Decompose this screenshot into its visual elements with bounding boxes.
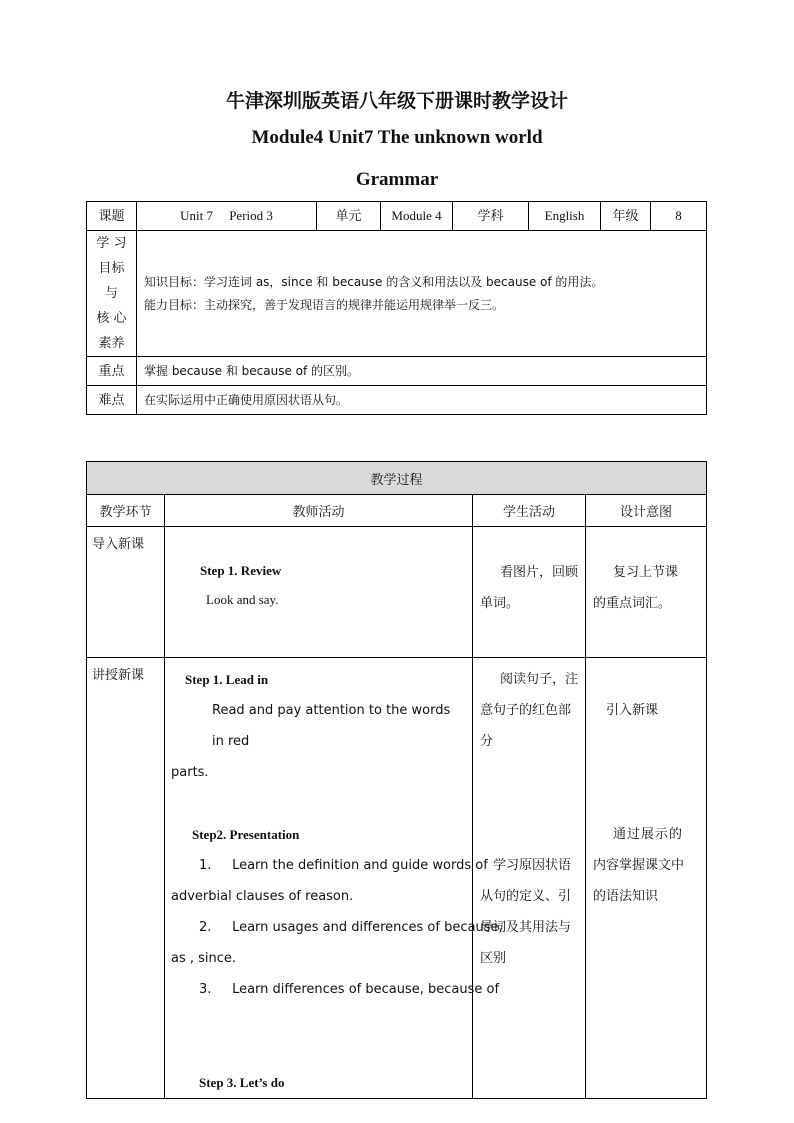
student-line: 意句子的红色部 xyxy=(480,703,572,718)
difficulty-label: 难点 xyxy=(87,386,137,415)
presentation-item-3: 3. Learn differences of because, because of xyxy=(199,982,500,997)
presentation-item-2-cont: as , since. xyxy=(171,951,237,966)
goals-label-line: 与 xyxy=(104,286,118,301)
purpose-intro xyxy=(586,527,707,658)
document-title-cn: 牛津深圳版英语八年级下册课时教学设计 xyxy=(225,90,568,112)
student-line: 导词及其用法与 xyxy=(480,920,572,935)
step-review: Step 1. Review xyxy=(200,563,282,578)
student-line: 区别 xyxy=(480,951,507,966)
header-teacher: 教师活动 xyxy=(165,495,473,527)
document-subtitle: Grammar xyxy=(355,169,439,190)
goals-content xyxy=(137,231,707,357)
lesson-info-table xyxy=(86,201,707,415)
stage-intro: 导入新课 xyxy=(87,527,165,658)
header-purpose: 设计意图 xyxy=(586,495,707,527)
knowledge-goal: 知识目标：学习连词 as，since 和 because 的含义和用法以及 because of 的用法。 xyxy=(144,274,604,289)
header-student: 学生活动 xyxy=(473,495,586,527)
goals-label-line: 素养 xyxy=(98,336,125,351)
purpose-line: 内容掌握课文中 xyxy=(593,858,685,873)
unit-value: Module 4 xyxy=(381,202,453,231)
lead-in-text: Read and pay attention to the words in red xyxy=(212,703,451,749)
teaching-process-table xyxy=(86,461,707,1099)
presentation-item-2: 2. Learn usages and differences of because, xyxy=(199,920,503,935)
student-line: 看图片，回顾 xyxy=(500,565,579,580)
student-line: 阅读句子，注 xyxy=(500,672,579,687)
review-text: Look and say. xyxy=(206,592,279,607)
student-activity-new xyxy=(473,658,586,1099)
student-activity-intro xyxy=(473,527,586,658)
header-stage: 教学环节 xyxy=(87,495,165,527)
unit-label: 单元 xyxy=(317,202,381,231)
subject-label: 学科 xyxy=(453,202,529,231)
key-point-label: 重点 xyxy=(87,357,137,386)
goals-label-line: 核 心 xyxy=(96,311,127,326)
goals-label-line: 目标 xyxy=(98,261,125,276)
purpose-line: 引入新课 xyxy=(606,703,659,718)
step-presentation: Step2. Presentation xyxy=(192,827,300,842)
topic-value: Unit 7 Period 3 xyxy=(137,202,317,231)
presentation-item-1-cont: adverbial clauses of reason. xyxy=(171,889,354,904)
goals-label xyxy=(87,231,137,357)
presentation-item-1: 1. Learn the definition and guide words of xyxy=(199,858,488,873)
grade-label: 年级 xyxy=(601,202,651,231)
student-line: 从句的定义、引 xyxy=(480,889,572,904)
purpose-line: 复习上节课 xyxy=(613,565,679,580)
student-line: 分 xyxy=(480,734,494,749)
purpose-line: 的重点词汇。 xyxy=(593,596,672,611)
purpose-line: 通过展示的 xyxy=(613,827,684,842)
purpose-new xyxy=(586,658,707,1099)
key-point-value: 掌握 because 和 because of 的区别。 xyxy=(137,357,707,386)
topic-label: 课题 xyxy=(87,202,137,231)
student-line: 单词。 xyxy=(480,596,520,611)
ability-goal: 能力目标：主动探究，善于发现语言的规律并能运用规律举一反三。 xyxy=(144,297,505,312)
step-lets-do: Step 3. Let’s do xyxy=(199,1075,285,1090)
process-title: 教学过程 xyxy=(87,462,707,495)
step-lead-in: Step 1. Lead in xyxy=(185,672,269,687)
student-line: 学习原因状语 xyxy=(493,858,572,873)
document-title-en: Module4 Unit7 The unknown world xyxy=(251,127,543,148)
purpose-line: 的语法知识 xyxy=(593,889,659,904)
teacher-activity-intro xyxy=(165,527,473,658)
lead-in-text-cont: parts. xyxy=(171,765,209,780)
goals-label-line: 学 习 xyxy=(96,236,127,251)
stage-new-lesson: 讲授新课 xyxy=(87,658,165,1099)
difficulty-value: 在实际运用中正确使用原因状语从句。 xyxy=(137,386,707,415)
grade-value: 8 xyxy=(651,202,707,231)
subject-value: English xyxy=(529,202,601,231)
